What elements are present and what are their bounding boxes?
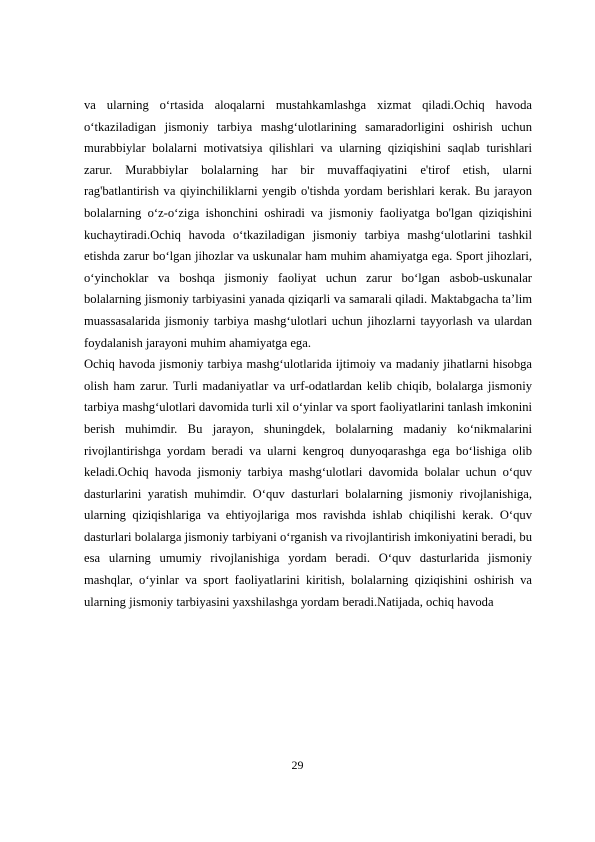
paragraph-1: va ularning o‘rtasida aloqalarni mustahkamlashga xizmat qiladi.Ochiq havoda o‘tkaziladigan jismoniy tarbiya mashg‘ulotlarining samaradorligini oshirish uchun murabbiylar bolalarni motivatsiya qilishlari va ularning qiziqishini saqlab turishlari zarur. Murabbiylar bolalarning har bir muvaffaqiyatini e'tirof etish, ularni rag'batlantirish va qiyinchiliklarni yengib o'tishda yordam berishlari kerak. Bu jarayon bolalarning o‘z-o‘ziga ishonchini oshiradi va jismoniy faoliyatga bo'lgan qiziqishini kuchaytiradi.Ochiq havoda o‘tkaziladigan jismoniy tarbiya mashg‘ulotlarini tashkil etishda zarur bo‘lgan jihozlar va uskunalar ham muhim ahamiyatga ega. Sport jihozlari, o‘yinchoklar va boshqa jismoniy faoliyat uchun zarur bo‘lgan asbob-uskunalar bolalarning jismoniy tarbiyasini yanada qiziqarli va samarali qiladi. Maktabgacha ta’lim muassasalarida jismoniy tarbiya mashg‘ulotlari uchun jihozlarni tayyorlash va ulardan foydalanish jarayoni muhim ahamiyatga ega. xyxy=(84,98,532,350)
paragraph-2: Ochiq havoda jismoniy tarbiya mashg‘ulotlarida ijtimoiy va madaniy jihatlarni hisobga olish ham zarur. Turli madaniyatlar va urf-odatlardan kelib chiqib, bolalarga jismoniy tarbiya mashg‘ulotlari davomida turli xil o‘yinlar va sport faoliyatlarini tanlash imkonini berish muhimdir. Bu jarayon, shuningdek, bolalarning madaniy ko‘nikmalarini rivojlantirishga yordam beradi va ularni kengroq dunyoqarashga ega bo‘lishiga olib keladi.Ochiq havoda jismoniy tarbiya mashg‘ulotlari davomida bolalar uchun o‘quv dasturlarini yaratish muhimdir. O‘quv dasturlari bolalarning jismoniy rivojlanishiga, ularning qiziqishlariga va ehtiyojlariga mos ravishda ishlab chiqilishi kerak. O‘quv dasturlari bolalarga jismoniy tarbiyani o‘rganish va rivojlantirish imkoniyatini beradi, bu esa ularning umumiy rivojlanishiga yordam beradi. O‘quv dasturlarida jismoniy mashqlar, o‘yinlar va sport faoliyatlarini kiritish, bolalarning qiziqishini oshirish va ularning jismoniy tarbiyasini yaxshilashga yordam beradi.Natijada, ochiq havoda xyxy=(84,357,532,609)
page-number: 29 xyxy=(291,758,304,772)
body-text xyxy=(84,95,532,613)
